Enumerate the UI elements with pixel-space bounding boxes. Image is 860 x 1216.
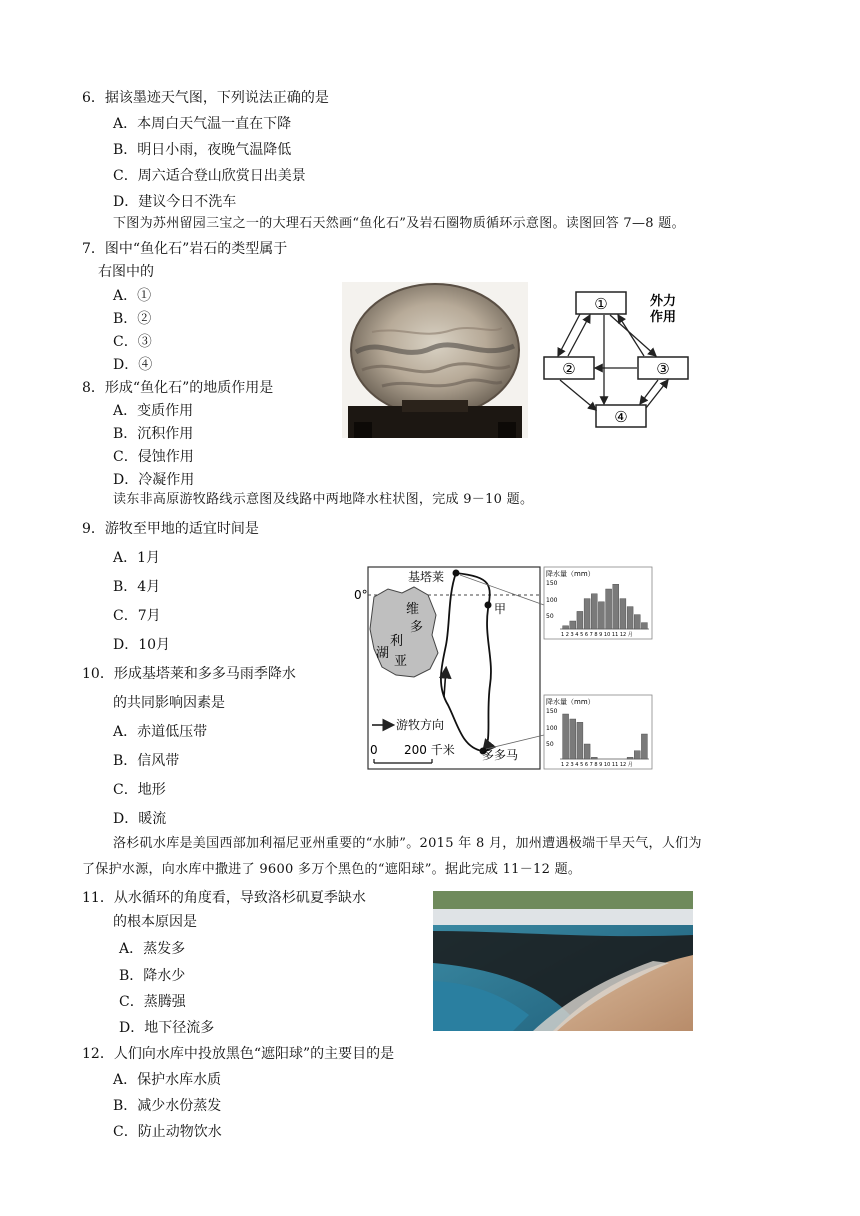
q12-option-b: B．减少水份蒸发 bbox=[113, 1098, 222, 1114]
fish-fossil-photo bbox=[342, 282, 528, 438]
q11-option-b: B．降水少 bbox=[119, 968, 186, 984]
q7-stem: 7．图中“鱼化石”岩石的类型属于 bbox=[82, 241, 288, 257]
chart-kitale bbox=[544, 567, 652, 639]
chart-dodoma-bar-1 bbox=[563, 714, 569, 759]
lake-char-5: 湖 bbox=[376, 646, 390, 661]
rock-node-4-label: ④ bbox=[614, 408, 628, 426]
q6-option-b: B．明日小雨，夜晚气温降低 bbox=[113, 142, 292, 158]
q12-option-c: C．防止动物饮水 bbox=[113, 1124, 222, 1140]
q11-option-a: A．蒸发多 bbox=[119, 941, 186, 957]
chart-dodoma-months: 1 2 3 4 5 6 7 8 9 10 11 12 月 bbox=[561, 762, 633, 768]
point-jia-label: 甲 bbox=[494, 602, 507, 616]
q9-option-c: C．7月 bbox=[113, 608, 161, 624]
rock-cycle-diagram bbox=[540, 286, 696, 434]
legend-direction-label: 游牧方向 bbox=[396, 718, 445, 732]
q8-option-c: C．侵蚀作用 bbox=[113, 449, 194, 465]
lake-char-2: 多 bbox=[410, 620, 424, 635]
chart-kitale-ylabel: 降水量（mm） bbox=[546, 570, 595, 578]
rock-node-2-label: ② bbox=[562, 360, 576, 378]
chart-dodoma-bar-10 bbox=[627, 757, 633, 759]
q11-stem: 11．从水循环的角度看，导致洛杉矶夏季缺水 bbox=[82, 890, 366, 906]
chart-kitale-bar-2 bbox=[570, 621, 576, 629]
q6-option-c: C．周六适合登山欣赏日出美景 bbox=[113, 168, 306, 184]
chart-kitale-months: 1 2 3 4 5 6 7 8 9 10 11 12 月 bbox=[561, 632, 633, 638]
chart-kitale-tick-50: 50 bbox=[546, 613, 554, 620]
q10-option-a: A．赤道低压带 bbox=[113, 724, 208, 740]
q9-option-d: D．10月 bbox=[113, 637, 171, 653]
chart-dodoma-bar-11 bbox=[634, 751, 640, 759]
chart-dodoma-ylabel: 降水量（mm） bbox=[546, 698, 595, 706]
shade-balls-photo bbox=[433, 891, 693, 1031]
chart-kitale-bar-8 bbox=[613, 584, 619, 629]
chart-dodoma-tick-150: 150 bbox=[546, 708, 558, 715]
equator-label: 0° bbox=[354, 588, 368, 602]
q6-option-d: D．建议今日不洗车 bbox=[113, 194, 237, 210]
chart-kitale-bar-9 bbox=[620, 599, 626, 629]
chart-dodoma-bar-4 bbox=[584, 744, 590, 759]
q7-option-c: C．③ bbox=[113, 334, 152, 350]
q11-stem-cont: 的根本原因是 bbox=[113, 914, 197, 930]
scale-zero: 0 bbox=[370, 743, 378, 757]
chart-kitale-bar-11 bbox=[634, 615, 640, 629]
rock-node-3-label: ③ bbox=[656, 360, 670, 378]
q8-option-a: A．变质作用 bbox=[113, 403, 194, 419]
chart-kitale-bar-10 bbox=[627, 607, 633, 629]
q9-stem: 9．游牧至甲地的适宜时间是 bbox=[82, 521, 259, 537]
q7-option-d: D．④ bbox=[113, 357, 153, 373]
chart-kitale-bar-1 bbox=[563, 626, 569, 629]
intro-9-10: 读东非高原游牧路线示意图及线路中两地降水柱状图，完成 9－10 题。 bbox=[113, 492, 534, 507]
lake-char-1: 维 bbox=[406, 602, 420, 617]
q12-option-a: A．保护水库水质 bbox=[113, 1072, 222, 1088]
chart-dodoma-bar-12 bbox=[641, 734, 647, 759]
intro-11-12-line2: 了保护水源，向水库中撒进了 9600 多万个黑色的“遮阳球”。据此完成 11－12 题。 bbox=[82, 862, 582, 877]
q7-stem-cont: 右图中的 bbox=[98, 264, 154, 280]
chart-dodoma-tick-50: 50 bbox=[546, 741, 554, 748]
dodoma-label: 多多马 bbox=[482, 748, 519, 762]
q9-option-a: A．1月 bbox=[113, 550, 161, 566]
point-jia-dot bbox=[485, 602, 492, 609]
chart-dodoma-bar-3 bbox=[577, 722, 583, 759]
lake-char-3: 利 bbox=[390, 634, 404, 649]
chart-kitale-bar-12 bbox=[641, 623, 647, 629]
q10-stem-cont: 的共同影响因素是 bbox=[113, 695, 225, 711]
q7-option-b: B．② bbox=[113, 311, 152, 327]
chart-kitale-bar-7 bbox=[606, 589, 612, 629]
scale-value: 200 千米 bbox=[404, 743, 455, 757]
q9-option-b: B．4月 bbox=[113, 579, 161, 595]
chart-kitale-bar-5 bbox=[591, 594, 597, 629]
q10-option-b: B．信风带 bbox=[113, 753, 180, 769]
rock-node-1-label: ① bbox=[594, 295, 608, 313]
chart-kitale-bar-3 bbox=[577, 611, 583, 629]
lake-char-4: 亚 bbox=[394, 654, 408, 669]
chart-kitale-bar-4 bbox=[584, 599, 590, 629]
q11-option-c: C．蒸腾强 bbox=[119, 994, 186, 1010]
q8-stem: 8．形成“鱼化石”的地质作用是 bbox=[82, 380, 274, 396]
chart-kitale-bar-6 bbox=[598, 602, 604, 629]
intro-11-12-line1: 洛杉矶水库是美国西部加利福尼亚州重要的“水肺”。2015 年 8 月，加州遭遇极端干旱天气，人们为 bbox=[113, 836, 702, 851]
chart-dodoma-tick-100: 100 bbox=[546, 725, 558, 732]
q10-option-c: C．地形 bbox=[113, 782, 166, 798]
nomad-route-map bbox=[352, 565, 662, 773]
q6-stem: 6．据该墨迹天气图，下列说法正确的是 bbox=[82, 90, 329, 106]
q6-option-a: A．本周白天气温一直在下降 bbox=[113, 116, 292, 132]
q10-stem: 10．形成基塔莱和多多马雨季降水 bbox=[82, 666, 296, 682]
q12-stem: 12．人们向水库中投放黑色“遮阳球”的主要目的是 bbox=[82, 1046, 395, 1062]
q10-option-d: D．暖流 bbox=[113, 811, 167, 827]
kitale-dot bbox=[453, 570, 460, 577]
chart-dodoma-bar-2 bbox=[570, 719, 576, 759]
external-force-label-2: 作用 bbox=[650, 310, 677, 325]
chart-kitale-tick-100: 100 bbox=[546, 597, 558, 604]
chart-kitale-tick-150: 150 bbox=[546, 580, 558, 587]
q7-option-a: A．① bbox=[113, 288, 152, 304]
q8-option-d: D．冷凝作用 bbox=[113, 472, 195, 488]
q8-option-b: B．沉积作用 bbox=[113, 426, 194, 442]
chart-dodoma-bar-5 bbox=[591, 757, 597, 759]
q11-option-d: D．地下径流多 bbox=[119, 1020, 215, 1036]
intro-7-8: 下图为苏州留园三宝之一的大理石天然画“鱼化石”及岩石圈物质循环示意图。读图回答 7—8 题。 bbox=[113, 216, 685, 231]
kitale-label: 基塔莱 bbox=[408, 570, 445, 584]
external-force-label-1: 外力 bbox=[650, 294, 677, 309]
chart-dodoma bbox=[544, 695, 652, 769]
